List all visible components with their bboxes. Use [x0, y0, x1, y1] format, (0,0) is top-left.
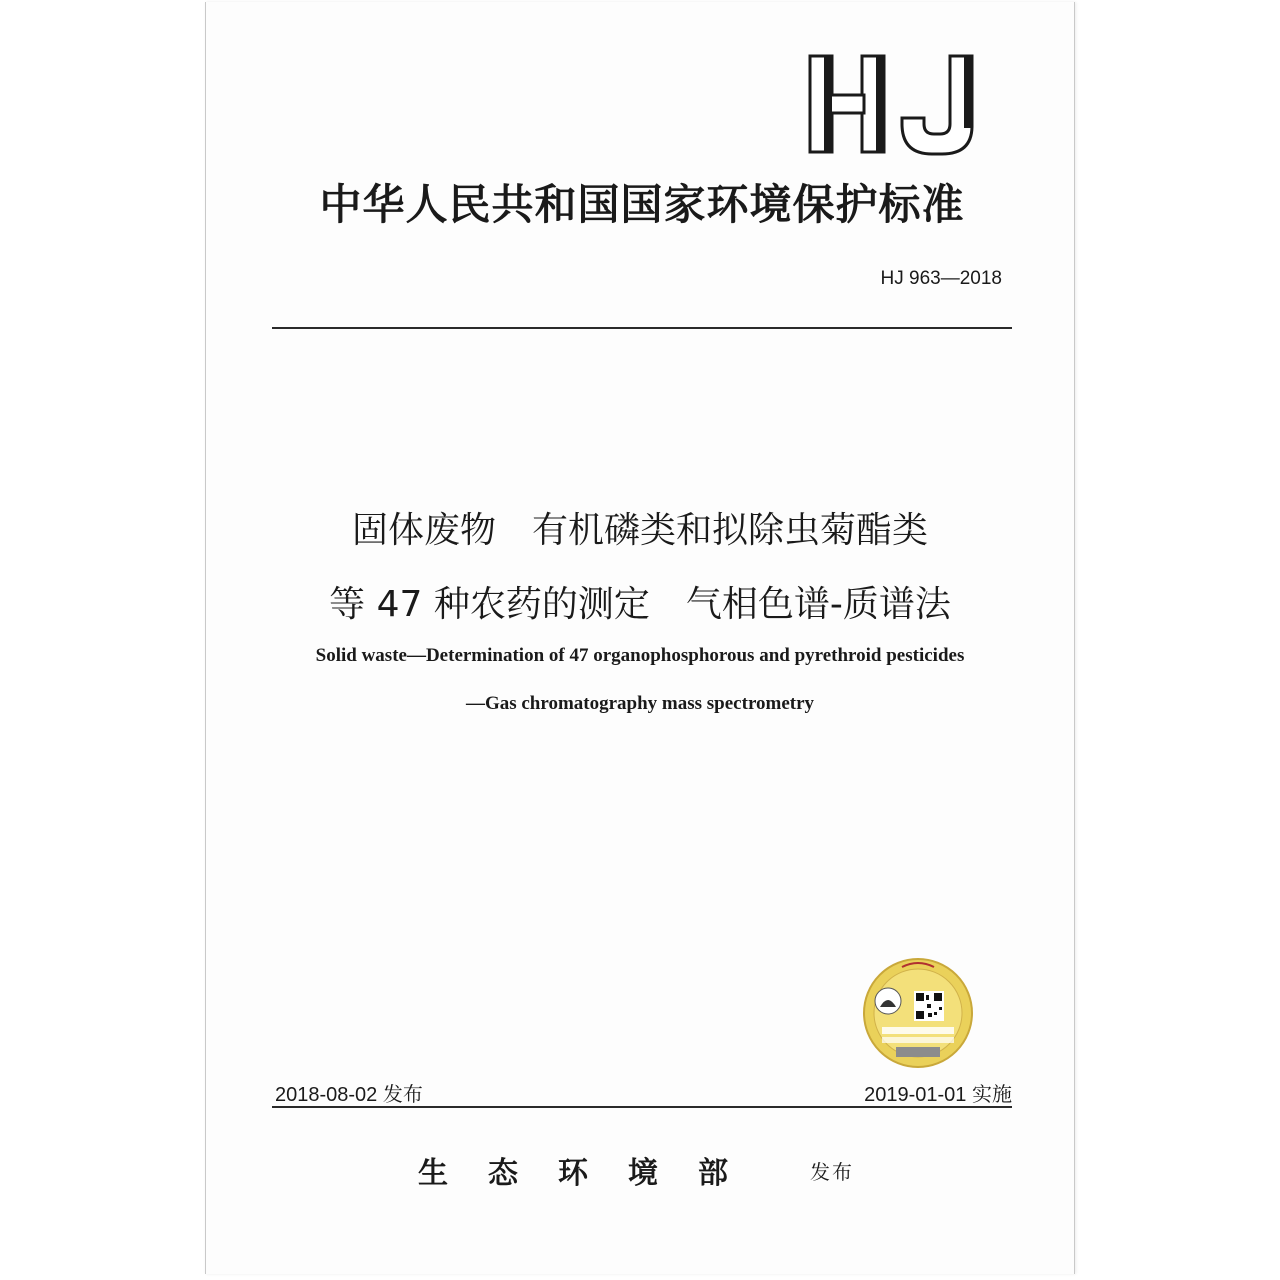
publisher-name: 生态环境部 [418, 1156, 768, 1191]
standard-series-title: 中华人民共和国国家环境保护标准 [319, 180, 965, 229]
anti-counterfeit-seal-icon [862, 957, 974, 1069]
title-en-line2: —Gas chromatography mass spectrometry [465, 693, 815, 714]
standard-code: HJ 963—2018 [880, 268, 1002, 289]
hj-logo-icon [800, 50, 990, 160]
release-date: 2018-08-02 发布 [275, 1084, 423, 1106]
bottom-divider [272, 1106, 1012, 1108]
title-en-line1: Solid waste—Determination of 47 organophosphorous and pyrethroid pesticides [315, 645, 965, 666]
top-divider [272, 327, 1012, 329]
title-cn-line1: 固体废物 有机磷类和拟除虫菊酯类 [351, 510, 928, 551]
implementation-date: 2019-01-01 实施 [864, 1084, 1012, 1106]
publisher-suffix: 发布 [810, 1160, 854, 1184]
title-cn-line2: 等 47 种农药的测定 气相色谱-质谱法 [329, 584, 951, 625]
